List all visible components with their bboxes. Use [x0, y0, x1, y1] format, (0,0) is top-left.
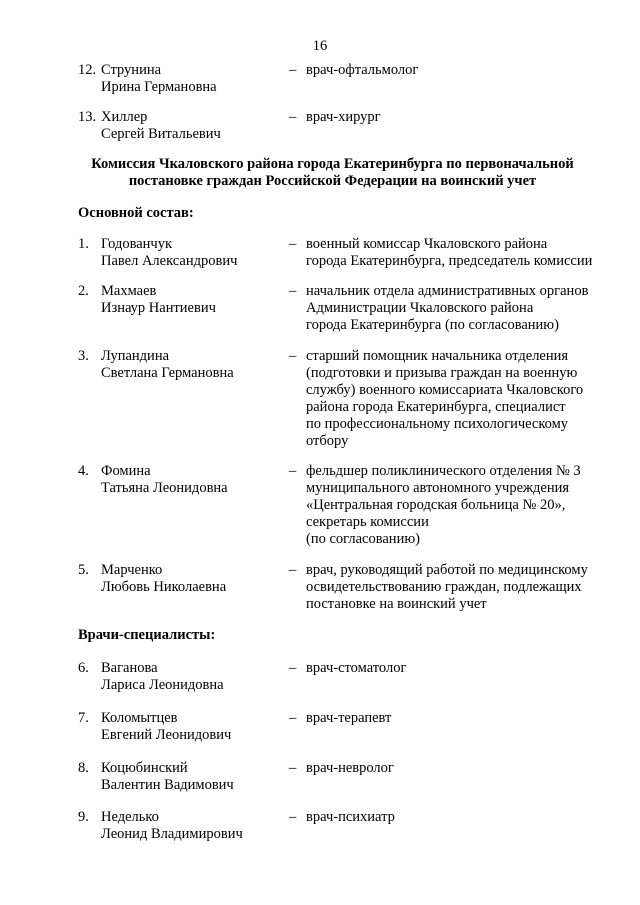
dash: –: [289, 809, 297, 825]
given-names: Леонид Владимирович: [101, 826, 243, 842]
dash: –: [289, 348, 297, 364]
given-names: Светлана Германовна: [101, 365, 234, 381]
role-line: начальник отдела административных органов: [306, 283, 589, 299]
member-role: [306, 809, 616, 826]
entry-number: 2.: [78, 283, 89, 299]
title-line: Комиссия Чкаловского района города Екатеринбурга по первоначальной: [91, 156, 574, 172]
member-role: [306, 710, 616, 727]
member-name: [101, 348, 291, 382]
given-names: Изнаур Нантиевич: [101, 300, 216, 316]
role-line: отбору: [306, 433, 349, 449]
given-names: Валентин Вадимович: [101, 777, 234, 793]
role-line: врач-невролог: [306, 760, 394, 776]
role-line: (подготовки и призыва граждан на военную: [306, 365, 578, 381]
role-line: Администрации Чкаловского района: [306, 300, 534, 316]
surname: Годованчук: [101, 236, 173, 252]
member-name: [101, 562, 291, 596]
dash: –: [289, 109, 297, 125]
member-role: [306, 283, 616, 334]
entry-number: 9.: [78, 809, 89, 825]
entry-number: 12.: [78, 62, 97, 78]
role-line: постановке на воинский учет: [306, 596, 487, 612]
surname: Марченко: [101, 562, 163, 578]
role-line: секретарь комиссии: [306, 514, 429, 530]
role-line: района города Екатеринбурга, специалист: [306, 399, 566, 415]
member-name: [101, 463, 291, 497]
dash: –: [289, 463, 297, 479]
entry-number: 3.: [78, 348, 89, 364]
role-line: врач, руководящий работой по медицинскому: [306, 562, 588, 578]
role-line: врач-психиатр: [306, 809, 395, 825]
given-names: Любовь Николаевна: [101, 579, 227, 595]
member-name: [101, 809, 291, 843]
member-name: [101, 283, 291, 317]
title-line: постановке граждан Российской Федерации на воинский учет: [128, 173, 537, 189]
role-line: военный комиссар Чкаловского района: [306, 236, 548, 252]
dash: –: [289, 660, 297, 676]
page-number: 16: [312, 38, 328, 54]
dash: –: [289, 62, 297, 78]
member-role: [306, 660, 616, 677]
member-name: [101, 62, 291, 96]
surname: Ваганова: [101, 660, 158, 676]
dash: –: [289, 236, 297, 252]
entry-number: 5.: [78, 562, 89, 578]
given-names: Сергей Витальевич: [101, 126, 221, 142]
given-names: Ирина Германовна: [101, 79, 217, 95]
member-name: [101, 760, 291, 794]
member-role: [306, 760, 616, 777]
given-names: Татьяна Леонидовна: [101, 480, 228, 496]
given-names: Лариса Леонидовна: [101, 677, 224, 693]
dash: –: [289, 710, 297, 726]
role-line: службу) военного комиссариата Чкаловского: [306, 382, 584, 398]
entry-number: 13.: [78, 109, 97, 125]
given-names: Павел Александрович: [101, 253, 238, 269]
member-role: [306, 62, 616, 79]
role-line: муниципального автономного учреждения: [306, 480, 570, 496]
surname: Махмаев: [101, 283, 157, 299]
entry-number: 8.: [78, 760, 89, 776]
role-line: «Центральная городская больница № 20»,: [306, 497, 566, 513]
dash: –: [289, 562, 297, 578]
role-line: фельдшер поликлинического отделения № 3: [306, 463, 581, 479]
surname: Лупандина: [101, 348, 170, 364]
surname: Хиллер: [101, 109, 148, 125]
role-line: врач-терапевт: [306, 710, 392, 726]
member-name: [101, 710, 291, 744]
entry-number: 4.: [78, 463, 89, 479]
surname: Коломытцев: [101, 710, 178, 726]
member-name: [101, 236, 291, 270]
member-name: [101, 660, 291, 694]
entry-number: 7.: [78, 710, 89, 726]
section-heading-main: Основной состав:: [78, 205, 194, 221]
entry-number: 1.: [78, 236, 89, 252]
role-line: города Екатеринбурга, председатель комиссии: [306, 253, 593, 269]
member-role: [306, 236, 616, 270]
role-line: врач-офтальмолог: [306, 62, 419, 78]
member-role: [306, 463, 616, 548]
surname: Коцюбинский: [101, 760, 188, 776]
dash: –: [289, 283, 297, 299]
commission-title: [60, 156, 605, 190]
entry-number: 6.: [78, 660, 89, 676]
role-line: врач-стоматолог: [306, 660, 407, 676]
surname: Неделько: [101, 809, 159, 825]
member-role: [306, 109, 616, 126]
surname: Струнина: [101, 62, 162, 78]
member-name: [101, 109, 291, 143]
role-line: (по согласованию): [306, 531, 420, 547]
section-heading-specialists: Врачи-специалисты:: [78, 627, 216, 643]
member-role: [306, 562, 616, 613]
role-line: старший помощник начальника отделения: [306, 348, 569, 364]
role-line: по профессиональному психологическому: [306, 416, 569, 432]
role-line: врач-хирург: [306, 109, 381, 125]
role-line: освидетельствованию граждан, подлежащих: [306, 579, 582, 595]
role-line: города Екатеринбурга (по согласованию): [306, 317, 559, 333]
surname: Фомина: [101, 463, 151, 479]
given-names: Евгений Леонидович: [101, 727, 232, 743]
dash: –: [289, 760, 297, 776]
member-role: [306, 348, 616, 450]
